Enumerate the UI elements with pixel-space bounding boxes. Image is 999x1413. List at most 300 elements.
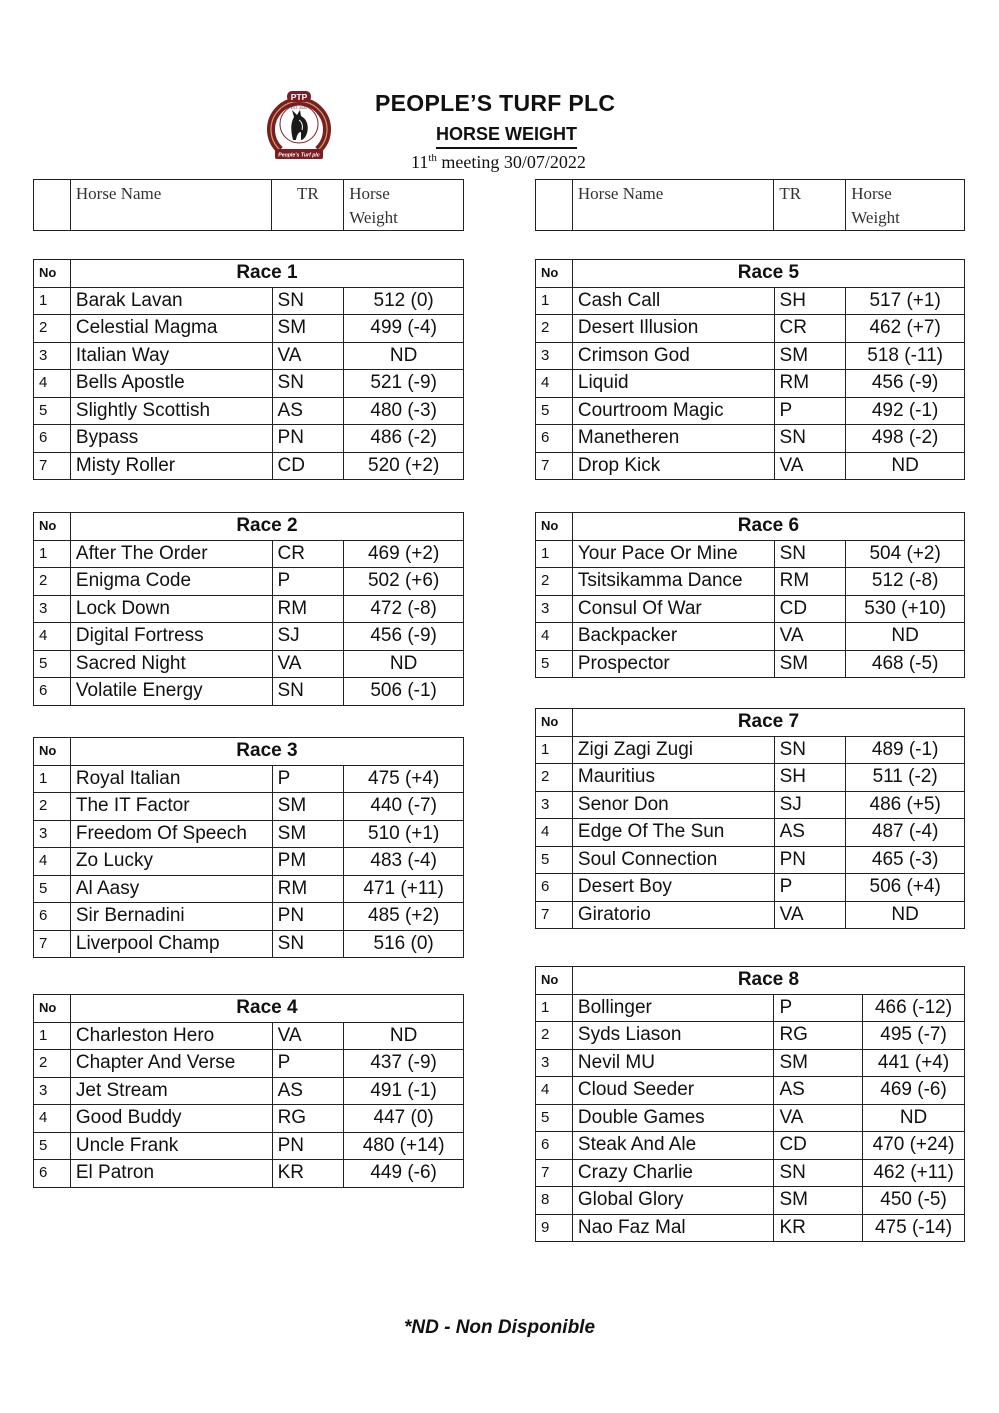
trainer-code: CD (774, 595, 846, 623)
horse-weight: 480 (-3) (344, 397, 464, 425)
horse-name: Sir Bernadini (70, 903, 272, 931)
race-header-row (34, 995, 464, 1023)
runner-number: 5 (536, 1104, 573, 1132)
table-row (536, 650, 965, 678)
table-row (34, 1077, 464, 1105)
race-table-2 (33, 512, 464, 706)
race-title: Race 4 (70, 995, 463, 1023)
trainer-code: AS (774, 1077, 863, 1105)
table-row (34, 875, 464, 903)
horse-name: Giratorio (572, 901, 774, 929)
horse-weight: 521 (-9) (344, 370, 464, 398)
horse-name: Mauritius (572, 764, 774, 792)
table-row (34, 930, 464, 958)
trainer-code: P (774, 994, 863, 1022)
footnote: *ND - Non Disponible (403, 1317, 596, 1338)
race-header-row (536, 260, 965, 288)
table-row (34, 820, 464, 848)
runner-number: 3 (34, 342, 71, 370)
table-row (34, 765, 464, 793)
runner-number: 7 (536, 901, 573, 929)
trainer-code: VA (774, 452, 846, 480)
runner-number: 1 (536, 540, 573, 568)
horse-weight: 504 (+2) (846, 540, 965, 568)
horse-weight: 462 (+7) (846, 315, 965, 343)
header-no-cell (536, 180, 573, 231)
table-row (34, 370, 464, 398)
table-row (536, 994, 965, 1022)
header-tr: TR (272, 180, 344, 231)
runner-number: 3 (536, 1049, 573, 1077)
horse-name: El Patron (70, 1160, 272, 1188)
runner-number: 1 (536, 736, 573, 764)
runner-number: 4 (536, 1077, 573, 1105)
horse-weight: ND (846, 623, 965, 651)
runner-number: 5 (536, 397, 573, 425)
header-horse-name: Horse Name (70, 180, 272, 231)
table-row (536, 901, 965, 929)
runner-number: 7 (536, 452, 573, 480)
logo-banner-text: People's Turf plc (278, 152, 320, 159)
runner-number: 6 (536, 874, 573, 902)
horse-name: Zo Lucky (70, 848, 272, 876)
runner-number: 7 (34, 930, 71, 958)
horse-weight: 486 (-2) (344, 425, 464, 453)
trainer-code: SH (774, 287, 846, 315)
table-row (34, 1105, 464, 1133)
runner-number: 7 (536, 1159, 573, 1187)
race-title: Race 5 (572, 260, 964, 288)
meeting-ordinal-suffix: th (428, 152, 437, 164)
trainer-code: SM (774, 650, 846, 678)
header-tr: TR (774, 180, 846, 231)
page-title: PEOPLE’S TURF PLC (375, 90, 616, 116)
trainer-code: SM (272, 793, 344, 821)
runner-number: 4 (536, 819, 573, 847)
horse-name: Royal Italian (70, 765, 272, 793)
trainer-code: VA (272, 1022, 344, 1050)
runner-number: 6 (34, 1160, 71, 1188)
horse-weight: 475 (+4) (344, 765, 464, 793)
table-row (536, 397, 965, 425)
race-table-8 (535, 966, 965, 1242)
horse-weight: ND (344, 342, 464, 370)
page-subtitle: HORSE WEIGHT (436, 124, 577, 149)
race-header-row (34, 513, 464, 541)
horse-name: Bells Apostle (70, 370, 272, 398)
header-horse-weight-line1: Horse (349, 184, 390, 203)
trainer-code: CR (272, 540, 344, 568)
runner-number: 3 (536, 595, 573, 623)
trainer-code: P (774, 397, 846, 425)
runner-number: 6 (536, 1132, 573, 1160)
header-horse-weight-line1: Horse (851, 184, 892, 203)
horse-name: Cloud Seeder (572, 1077, 774, 1105)
table-row (34, 903, 464, 931)
header-horse-weight-line2: Weight (349, 208, 398, 227)
runner-number: 2 (536, 1022, 573, 1050)
horse-name: Liverpool Champ (70, 930, 272, 958)
horse-name: The IT Factor (70, 793, 272, 821)
horse-name: Al Aasy (70, 875, 272, 903)
horse-weight: 512 (0) (344, 287, 464, 315)
horse-weight: 485 (+2) (344, 903, 464, 931)
runner-number: 5 (34, 650, 71, 678)
trainer-code: VA (272, 342, 344, 370)
horse-name: Barak Lavan (70, 287, 272, 315)
runner-number: 3 (34, 1077, 71, 1105)
table-row (536, 1077, 965, 1105)
no-label: No (34, 260, 71, 288)
horse-weight: 495 (-7) (863, 1022, 965, 1050)
runner-number: 2 (34, 1050, 71, 1078)
table-row (34, 595, 464, 623)
horse-name: Double Games (572, 1104, 774, 1132)
horse-weight: 450 (-5) (863, 1187, 965, 1215)
runner-number: 6 (34, 903, 71, 931)
table-row (536, 1049, 965, 1077)
table-row (536, 452, 965, 480)
race-table-7 (535, 708, 965, 929)
horse-weight: 470 (+24) (863, 1132, 965, 1160)
horse-name: Tsitsikamma Dance (572, 568, 774, 596)
trainer-code: RM (774, 370, 846, 398)
table-row (34, 1160, 464, 1188)
horse-weight: 472 (-8) (344, 595, 464, 623)
trainer-code: PN (774, 846, 846, 874)
runner-number: 2 (536, 568, 573, 596)
horse-name: Senor Don (572, 791, 774, 819)
horse-name: Cash Call (572, 287, 774, 315)
horse-name: Liquid (572, 370, 774, 398)
race-header-row (536, 513, 965, 541)
trainer-code: SN (774, 1159, 863, 1187)
runner-number: 5 (34, 1132, 71, 1160)
trainer-code: RM (272, 875, 344, 903)
table-row (34, 793, 464, 821)
race-title: Race 2 (70, 513, 463, 541)
runner-number: 4 (34, 1105, 71, 1133)
trainer-code: AS (272, 1077, 344, 1105)
horse-weight: 520 (+2) (344, 452, 464, 480)
trainer-code: SH (774, 764, 846, 792)
logo-badge-text: PTP (290, 92, 308, 102)
runner-number: 1 (34, 1022, 71, 1050)
horse-name: Nevil MU (572, 1049, 774, 1077)
table-row (536, 370, 965, 398)
race-title: Race 7 (572, 709, 964, 737)
runner-number: 2 (34, 568, 71, 596)
header-horse-weight (846, 180, 965, 231)
no-label: No (34, 513, 71, 541)
trainer-code: SN (774, 425, 846, 453)
table-row (34, 425, 464, 453)
no-label: No (34, 995, 71, 1023)
runner-number: 2 (536, 315, 573, 343)
table-row (536, 595, 965, 623)
table-row (536, 1214, 965, 1242)
runner-number: 4 (536, 370, 573, 398)
horse-weight: ND (344, 1022, 464, 1050)
no-label: No (536, 709, 573, 737)
horse-name: Good Buddy (70, 1105, 272, 1133)
horse-weight: 506 (+4) (846, 874, 965, 902)
horse-weight: 480 (+14) (344, 1132, 464, 1160)
table-row (34, 623, 464, 651)
table-row (536, 540, 965, 568)
horse-name: Freedom Of Speech (70, 820, 272, 848)
table-row (536, 764, 965, 792)
horse-weight: 487 (-4) (846, 819, 965, 847)
horse-name: Nao Faz Mal (572, 1214, 774, 1242)
horse-name: Lock Down (70, 595, 272, 623)
horse-name: Your Pace Or Mine (572, 540, 774, 568)
runner-number: 1 (34, 540, 71, 568)
race-title: Race 8 (572, 967, 964, 995)
horse-name: Courtroom Magic (572, 397, 774, 425)
race-table-3 (33, 737, 464, 958)
horse-weight: 466 (-12) (863, 994, 965, 1022)
runner-number: 9 (536, 1214, 573, 1242)
trainer-code: SN (774, 736, 846, 764)
meeting-date-text: meeting 30/07/2022 (436, 152, 586, 172)
header-horse-weight (344, 180, 464, 231)
horse-weight: 456 (-9) (344, 623, 464, 651)
runner-number: 1 (34, 287, 71, 315)
race-header-row (34, 738, 464, 766)
horse-name: Steak And Ale (572, 1132, 774, 1160)
runner-number: 6 (34, 678, 71, 706)
trainer-code: PN (272, 903, 344, 931)
trainer-code: CD (774, 1132, 863, 1160)
runner-number: 3 (34, 820, 71, 848)
horse-weight: 517 (+1) (846, 287, 965, 315)
trainer-code: PN (272, 1132, 344, 1160)
no-label: No (536, 967, 573, 995)
horse-name: Edge Of The Sun (572, 819, 774, 847)
table-row (536, 1022, 965, 1050)
race-header-row (536, 967, 965, 995)
trainer-code: RM (272, 595, 344, 623)
horse-name: Desert Boy (572, 874, 774, 902)
horse-name: Manetheren (572, 425, 774, 453)
horse-name: Uncle Frank (70, 1132, 272, 1160)
horse-weight: 469 (-6) (863, 1077, 965, 1105)
runner-number: 4 (536, 623, 573, 651)
table-row (536, 315, 965, 343)
race-table-5 (535, 259, 965, 480)
table-row (34, 650, 464, 678)
horse-weight: 511 (-2) (846, 764, 965, 792)
trainer-code: SM (774, 1187, 863, 1215)
table-row (34, 397, 464, 425)
table-row (34, 452, 464, 480)
horse-name: Charleston Hero (70, 1022, 272, 1050)
table-row (34, 540, 464, 568)
race-title: Race 3 (70, 738, 463, 766)
trainer-code: PN (272, 425, 344, 453)
table-row (536, 1132, 965, 1160)
horse-weight: 449 (-6) (344, 1160, 464, 1188)
runner-number: 2 (34, 315, 71, 343)
table-row (536, 425, 965, 453)
race-title: Race 6 (572, 513, 964, 541)
table-row (34, 315, 464, 343)
horse-name: Crimson God (572, 342, 774, 370)
runner-number: 7 (34, 452, 71, 480)
runner-number: 1 (34, 765, 71, 793)
horse-name: Soul Connection (572, 846, 774, 874)
horse-name: Backpacker (572, 623, 774, 651)
runner-number: 5 (34, 875, 71, 903)
horse-weight: 441 (+4) (863, 1049, 965, 1077)
horse-weight: ND (846, 901, 965, 929)
runner-number: 4 (34, 623, 71, 651)
race-table-4 (33, 994, 464, 1188)
runner-number: 3 (34, 595, 71, 623)
horse-name: Jet Stream (70, 1077, 272, 1105)
horse-weight: 499 (-4) (344, 315, 464, 343)
runner-number: 6 (536, 425, 573, 453)
table-row (34, 568, 464, 596)
horse-weight: ND (846, 452, 965, 480)
horse-name: After The Order (70, 540, 272, 568)
table-row (536, 874, 965, 902)
race-header-row (34, 260, 464, 288)
logo-est-text: EST. 2022 (290, 106, 308, 110)
trainer-code: P (272, 1050, 344, 1078)
trainer-code: CR (774, 315, 846, 343)
horse-name: Volatile Energy (70, 678, 272, 706)
horse-weight: 462 (+11) (863, 1159, 965, 1187)
meeting-ordinal: 11 (411, 152, 429, 172)
race-table-1 (33, 259, 464, 480)
trainer-code: VA (774, 623, 846, 651)
table-row (34, 1132, 464, 1160)
runner-number: 4 (34, 370, 71, 398)
horse-weight: 483 (-4) (344, 848, 464, 876)
horse-weight: 468 (-5) (846, 650, 965, 678)
trainer-code: RG (272, 1105, 344, 1133)
horse-name: Prospector (572, 650, 774, 678)
horse-name: Misty Roller (70, 452, 272, 480)
trainer-code: AS (272, 397, 344, 425)
horse-weight: 518 (-11) (846, 342, 965, 370)
runner-number: 5 (536, 846, 573, 874)
runner-number: 2 (536, 764, 573, 792)
trainer-code: PM (272, 848, 344, 876)
runner-number: 5 (34, 397, 71, 425)
horse-weight: 465 (-3) (846, 846, 965, 874)
table-row (536, 568, 965, 596)
horse-weight: 469 (+2) (344, 540, 464, 568)
trainer-code: SM (272, 315, 344, 343)
runner-number: 4 (34, 848, 71, 876)
horse-weight: 437 (-9) (344, 1050, 464, 1078)
trainer-code: P (774, 874, 846, 902)
meeting-info (411, 152, 586, 173)
runner-number: 3 (536, 791, 573, 819)
race-table-6 (535, 512, 965, 678)
trainer-code: SN (272, 287, 344, 315)
horse-name: Enigma Code (70, 568, 272, 596)
trainer-code: VA (774, 901, 846, 929)
column-header-left (33, 179, 464, 231)
column-header-right (535, 179, 965, 231)
table-row (536, 819, 965, 847)
trainer-code: KR (272, 1160, 344, 1188)
horse-weight: 475 (-14) (863, 1214, 965, 1242)
trainer-code: P (272, 765, 344, 793)
trainer-code: VA (272, 650, 344, 678)
ptp-logo-icon (266, 88, 332, 162)
runner-number: 8 (536, 1187, 573, 1215)
no-label: No (536, 513, 573, 541)
table-row (536, 342, 965, 370)
trainer-code: AS (774, 819, 846, 847)
horse-weight: ND (344, 650, 464, 678)
horse-name: Zigi Zagi Zugi (572, 736, 774, 764)
runner-number: 6 (34, 425, 71, 453)
horse-name: Consul Of War (572, 595, 774, 623)
horse-weight: 440 (-7) (344, 793, 464, 821)
race-header-row (536, 709, 965, 737)
horse-weight: 492 (-1) (846, 397, 965, 425)
horse-weight: 512 (-8) (846, 568, 965, 596)
table-row (536, 623, 965, 651)
horse-weight: 530 (+10) (846, 595, 965, 623)
trainer-code: SJ (272, 623, 344, 651)
trainer-code: SJ (774, 791, 846, 819)
horse-weight: ND (863, 1104, 965, 1132)
trainer-code: SM (774, 342, 846, 370)
table-row (34, 287, 464, 315)
trainer-code: SM (272, 820, 344, 848)
horse-weight: 491 (-1) (344, 1077, 464, 1105)
trainer-code: P (272, 568, 344, 596)
horse-name: Crazy Charlie (572, 1159, 774, 1187)
horse-weight: 486 (+5) (846, 791, 965, 819)
trainer-code: SN (272, 678, 344, 706)
table-row (34, 678, 464, 706)
header-horse-name: Horse Name (572, 180, 774, 231)
trainer-code: CD (272, 452, 344, 480)
horse-weight: 456 (-9) (846, 370, 965, 398)
runner-number: 5 (536, 650, 573, 678)
horse-weight: 489 (-1) (846, 736, 965, 764)
table-row (536, 736, 965, 764)
horse-name: Desert Illusion (572, 315, 774, 343)
table-row (536, 846, 965, 874)
trainer-code: SN (272, 930, 344, 958)
horse-weight: 506 (-1) (344, 678, 464, 706)
horse-name: Celestial Magma (70, 315, 272, 343)
no-label: No (34, 738, 71, 766)
table-row (536, 287, 965, 315)
horse-weight: 498 (-2) (846, 425, 965, 453)
table-row (536, 791, 965, 819)
horse-name: Sacred Night (70, 650, 272, 678)
runner-number: 1 (536, 287, 573, 315)
horse-name: Bypass (70, 425, 272, 453)
runner-number: 1 (536, 994, 573, 1022)
horse-name: Italian Way (70, 342, 272, 370)
horse-name: Drop Kick (572, 452, 774, 480)
horse-weight: 516 (0) (344, 930, 464, 958)
runner-number: 3 (536, 342, 573, 370)
table-row (536, 1187, 965, 1215)
race-title: Race 1 (70, 260, 463, 288)
